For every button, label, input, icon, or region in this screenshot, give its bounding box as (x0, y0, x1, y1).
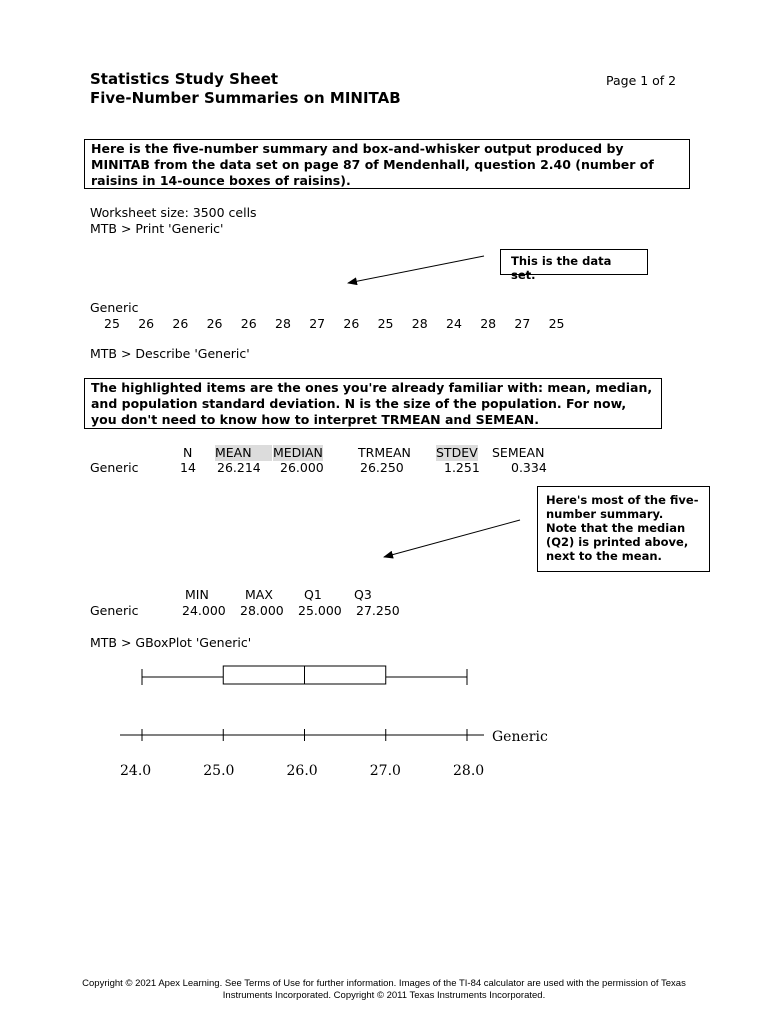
summary-row-label: Generic (90, 603, 139, 618)
stat-value-mean: 26.214 (217, 460, 261, 475)
stats-row-label: Generic (90, 460, 139, 475)
print-command: MTB > Print 'Generic' (90, 221, 224, 236)
summary-value-q3: 27.250 (356, 603, 400, 618)
stat-header-stdev: STDEV (436, 445, 478, 460)
data-value: 25 (548, 316, 565, 331)
stat-value-stdev: 1.251 (444, 460, 480, 475)
stat-value-n: 14 (180, 460, 196, 475)
data-value: 28 (480, 316, 497, 331)
page-subtitle: Five-Number Summaries on MINITAB (90, 89, 401, 107)
data-value: 28 (275, 316, 291, 331)
summary-header-min: MIN (185, 587, 209, 602)
boxplot-command: MTB > GBoxPlot 'Generic' (90, 635, 252, 650)
summary-value-q1: 25.000 (298, 603, 342, 618)
data-value: 28 (411, 316, 428, 331)
data-value: 27 (309, 316, 326, 331)
stat-value-median: 26.000 (280, 460, 324, 475)
intro-box: Here is the five-number summary and box-and-whisker output produced by MINITAB from the data set on page 87 of Mendenhall, question 2.40 (number of raisins in 14-ounce boxes of raisins). (84, 139, 690, 189)
stat-header-n: N (183, 445, 193, 460)
stat-header-median: MEDIAN (273, 445, 323, 460)
data-value: 25 (104, 316, 120, 331)
data-value: 26 (206, 316, 223, 331)
axis-label: Generic (492, 729, 548, 745)
summary-header-q3: Q3 (354, 587, 372, 602)
axis-tick-label: 28.0 (453, 763, 485, 779)
data-value: 26 (138, 316, 155, 331)
data-value: 27 (514, 316, 531, 331)
copyright-footer: Copyright © 2021 Apex Learning. See Terms of Use for further information. Images of the TI-84 calculator are used with the permission of Texas Instruments Incorporated. Copyright © 2011 Texas Instruments Incorporated. (82, 978, 686, 1001)
summary-header-max: MAX (245, 587, 273, 602)
summary-header-q1: Q1 (304, 587, 322, 602)
stat-value-semean: 0.334 (511, 460, 547, 475)
data-label: Generic (90, 300, 139, 315)
data-value: 26 (240, 316, 257, 331)
axis-tick-label: 27.0 (369, 763, 401, 779)
stat-header-mean: MEAN (215, 445, 272, 461)
worksheet-size-line: Worksheet size: 3500 cells (90, 205, 257, 220)
stat-value-trmean: 26.250 (360, 460, 404, 475)
axis-tick-label: 24.0 (120, 763, 152, 779)
stat-header-trmean: TRMEAN (358, 445, 411, 460)
data-value: 26 (172, 316, 189, 331)
data-set-callout: This is the data set. (500, 249, 648, 275)
axis-tick-label: 25.0 (203, 763, 235, 779)
five-number-callout: Here's most of the five-number summary. Note that the median (Q2) is printed above, next to the mean. (537, 486, 710, 572)
describe-command: MTB > Describe 'Generic' (90, 346, 250, 361)
axis-tick-label: 26.0 (286, 763, 318, 779)
data-value: 26 (343, 316, 360, 331)
page-title: Statistics Study Sheet (90, 70, 279, 88)
page-number: Page 1 of 2 (606, 73, 677, 88)
summary-value-min: 24.000 (182, 603, 226, 618)
data-value: 24 (446, 316, 462, 331)
highlight-box: The highlighted items are the ones you're already familiar with: mean, median, and population standard deviation. N is the size of the population. For now, you don't need to know how to interpret TRMEAN and SEMEAN. (84, 378, 662, 429)
stat-header-semean: SEMEAN (492, 445, 545, 460)
data-value: 25 (377, 316, 394, 331)
summary-value-max: 28.000 (240, 603, 284, 618)
